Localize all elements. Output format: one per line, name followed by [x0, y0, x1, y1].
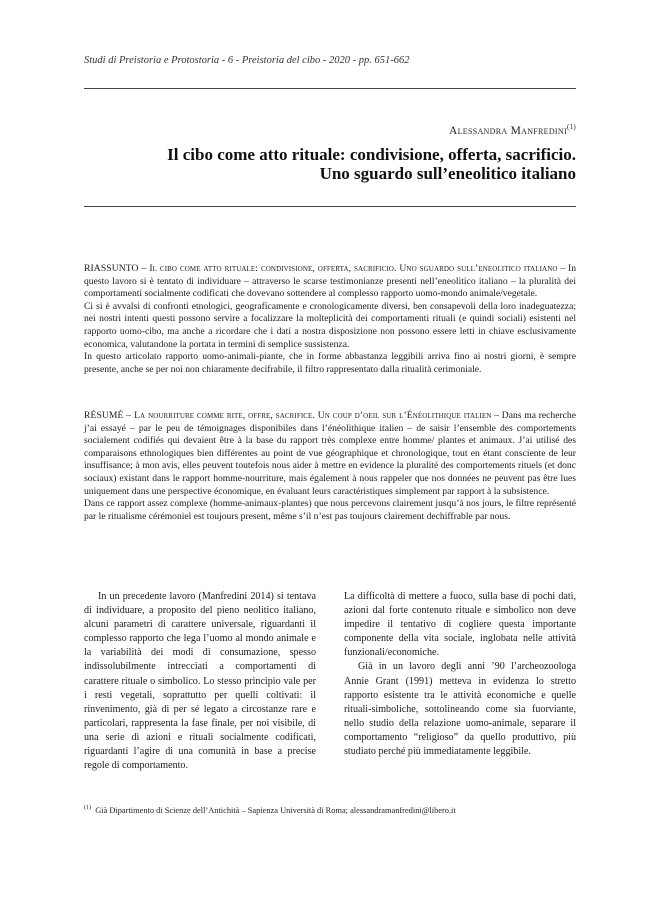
abstract-fr-para-2: Dans ce rapport assez complexe (homme-animaux-plantes) que nous percevons clairement jusqu’à nos jours, le filtre représenté par le ritualisme cérémoniel est toujours present, même s’il n’est pas toujours clairement dechiffrable par nous. — [84, 498, 576, 522]
abstract-italian — [84, 263, 576, 376]
body-paragraph: In un precedente lavoro (Manfredini 2014) si tentava di individuare, a proposito del pieno neolitico italiano, alcuni parametri di carattere universale, riguardanti il complesso rapporto che lega l’uomo al mondo animale e la variabilità dei modi di consumazione, spesso indissolubilmente intrecciati a comportamenti di carattere rituale o simbolico. Lo stesso principio vale per i resti vegetali, soprattutto per quelli coltivati: il rinvenimento, già di per sé legato a circostanze rare e particolari, rappresenta la fase finale, per noi visibile, di una serie di azioni e rituali socialmente codificati, riguardanti l’agire di una comunità in base a precise regole di comportamento. — [84, 591, 316, 772]
abstract-it-text-1: – In questo lavoro si è tentato di individuare – attraverso le scarse testimonianze presenti nell’eneolitico italiano – la pluralità dei comportamenti socialmente codificati che dovevano sottendere al complesso rapporto uomo-mondo animale/vegetale. — [84, 263, 577, 300]
title-line-1: Il cibo come atto rituale: condivisione, offerta, sacrificio. — [167, 145, 576, 164]
body-paragraph: Già in un lavoro degli anni ’90 l’archeozoologa Annie Grant (1991) metteva in evidenza lo stretto rapporto esistente tra le attività economiche e quelle rituali-simboliche, sottolineando come sia fuorviante, nello studio della relazione uomo-animale, separare il comportamento “religioso” da quello produttivo, più studiato perché più immediatamente leggibile. — [344, 661, 576, 758]
footnote — [84, 803, 576, 816]
footnote-marker: (1) — [84, 805, 91, 811]
body-column-left — [84, 590, 316, 773]
abstract-fr-para-1 — [84, 410, 576, 498]
abstract-french — [84, 410, 576, 523]
header-rule — [84, 88, 576, 89]
article-title — [106, 145, 576, 183]
abstract-it-para-2: Ci si è avvalsi di confronti etnologici, geograficamente e cronologicamente diversi, ben consapevoli della loro inadeguatezza; nei nostri intenti questi possono servire a focalizzare la molteplicità dei comportamenti rituali (e quindi sociali) esistenti nel rapporto uomo-cibo, ma anche a ricordare che i dati a nostra disposizione non possono essere letti in chiave esclusivamente economica, valutandone la portata in termini di semplice sussistenza. — [84, 300, 576, 350]
abstract-it-para-1 — [84, 263, 576, 301]
abstract-it-para-3: In questo articolato rapporto uomo-animali-piante, che in forme abbastanza leggibili arriva fino ai nostri giorni, è sempre presente, anche se per noi non chiaramente decifrabile, il filtro rappresentato dalla ritualità cerimoniale. — [84, 351, 576, 375]
author-line — [449, 123, 576, 137]
author-footnote-marker: (1) — [566, 123, 576, 131]
abstract-fr-text-1: – Dans ma recherche j’ai essayé – par le peu de témoignages disponibiles dans l’énéolithique italien – de saisir l’ensemble des comportements socialement codifiés qui devaient être à la base du rapport très complexe entre homme/ plantes et animaux. J’ai utilisé des comparaisons ethnologiques bien différentes au point de vue géographique et chronologique, tout en étant consciente de leur insuffisance; à mon avis, elles peuvent toutefois nous aider à mettre en evidence la pluralité des comportements rituels (et donc sociaux) existant dans le rapport homme-nourriture, mais également à nous rappeler que nos données ne peuvent pas être lues uniquement dans une perspective économique, en évaluant leurs caractéristiques simplement par rapport à la subsistence. — [84, 410, 576, 497]
title-line-2: Uno sguardo sull’eneolitico italiano — [319, 164, 576, 183]
running-header: Studi di Preistoria e Protostoria - 6 - Preistoria del cibo - 2020 - pp. 651-662 — [84, 55, 410, 66]
abstract-it-label: RIASSUNTO – Il cibo come atto rituale: condivisione, offerta, sacrificio. Uno sguardo sull’eneolitico italiano — [84, 263, 558, 274]
body-column-right — [344, 590, 576, 759]
body-paragraph: La difficoltà di mettere a fuoco, sulla base di pochi dati, azioni dal forte contenuto rituale e simbolico non deve impedire il tentativo di cogliere questa importante componente della vita sociale, inglobata nelle attività funzionali/economiche. — [344, 591, 576, 659]
title-rule — [84, 206, 576, 207]
author-name: Alessandra Manfredini — [449, 124, 567, 137]
footnote-text: Già Dipartimento di Scienze dell’Antichità – Sapienza Università di Roma; alessandramanfredini@libero.it — [95, 805, 456, 815]
abstract-fr-label: RÉSUMÉ – La nourriture comme rite, offre, sacrifice. Un coup d’oeil sur l’Énéolithique italien — [84, 410, 492, 421]
